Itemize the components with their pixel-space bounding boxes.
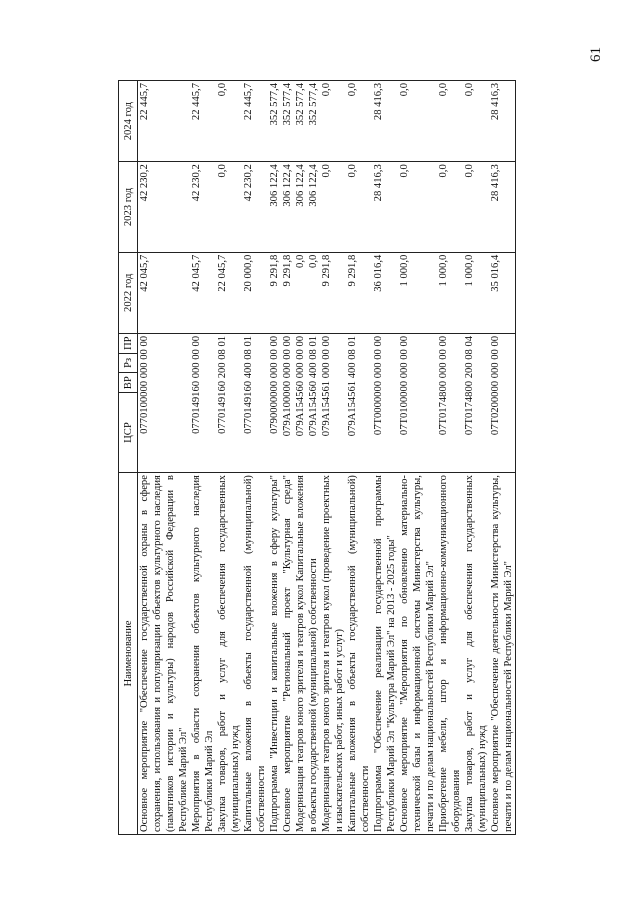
row-codes	[242, 333, 268, 472]
amount-y2023: 0,0	[347, 164, 358, 178]
row-name: Модернизация театров юного зрителя и театров кукол (проведение проектных и изыскательских работ, иных работ и услуг)	[320, 473, 346, 835]
row-name: Мероприятия в области сохранения объектов культурного наследия Республики Марий Эл	[190, 473, 216, 835]
header-rz: Рз	[119, 353, 138, 373]
row-code: 079А100000 000 00 00	[282, 335, 293, 437]
amount-y2023: 306 122,4	[308, 164, 319, 207]
row-code: 07Т0100000 000 00 00	[399, 335, 410, 436]
amount-y2022: 1 000,0	[399, 254, 410, 287]
row-y2023	[190, 162, 216, 252]
row-name: Капитальные вложения в объекты государственной (муниципальной) собственности	[346, 473, 372, 835]
amount-y2024: 22 445,7	[191, 83, 202, 121]
amount-y2024: 0,0	[399, 83, 410, 97]
row-codes	[463, 333, 489, 472]
header-pr: ПР	[119, 333, 138, 353]
row-y2023	[463, 162, 489, 252]
amount-y2022: 0,0	[295, 254, 306, 268]
header-csr: ЦСР	[119, 393, 138, 473]
amount-y2023: 0,0	[321, 164, 332, 178]
amount-y2022: 1 000,0	[464, 254, 475, 287]
row-name: Закупка товаров, работ и услуг для обеспечения государственных (муниципальных) нужд	[463, 473, 489, 835]
header-2024: 2024 год	[119, 81, 138, 162]
row-codes	[138, 333, 191, 472]
row-y2023	[437, 162, 463, 252]
header-name: Наименование	[119, 473, 138, 835]
table-row	[463, 81, 489, 835]
table-row	[138, 81, 191, 835]
row-y2023	[268, 162, 320, 252]
amount-y2023: 306 122,4	[269, 164, 280, 207]
table-row	[437, 81, 463, 835]
row-y2024	[268, 81, 320, 162]
row-y2022	[346, 252, 372, 333]
row-name: Основное мероприятие "Обеспечение государственной охраны в сфере сохранения, использования и популяризации объектов культурного наследия (памятников истории и культуры) народов Российской Федерации в Республике Марий Эл"	[138, 473, 191, 835]
amount-y2023: 28 416,3	[373, 164, 384, 202]
row-codes	[398, 333, 437, 472]
amount-y2023: 0,0	[399, 164, 410, 178]
row-y2024	[242, 81, 268, 162]
amount-y2024: 0,0	[347, 83, 358, 97]
amount-y2024: 352 577,4	[308, 83, 319, 126]
header-2023: 2023 год	[119, 162, 138, 252]
row-codes	[346, 333, 372, 472]
amount-y2024: 28 416,3	[373, 83, 384, 121]
row-y2023	[242, 162, 268, 252]
row-codes	[437, 333, 463, 472]
row-y2023	[372, 162, 398, 252]
row-y2024	[489, 81, 516, 162]
amount-y2022: 9 291,8	[282, 254, 293, 287]
table-row	[372, 81, 398, 835]
amount-y2022: 9 291,8	[321, 254, 332, 287]
row-code: 07Т0000000 000 00 00	[373, 335, 384, 436]
amount-y2024: 28 416,3	[490, 83, 501, 121]
row-code: 079А154560 400 08 01	[308, 335, 319, 437]
row-y2024	[372, 81, 398, 162]
amount-y2022: 9 291,8	[269, 254, 280, 287]
row-name: Приобретение мебели, штор и информационно-коммуникационного оборудования	[437, 473, 463, 835]
page-number: 61	[588, 47, 604, 62]
row-y2023	[138, 162, 191, 252]
table-row	[489, 81, 516, 835]
row-code: 07Т0174800 000 00 00	[438, 335, 449, 436]
amount-y2024: 0,0	[217, 83, 228, 97]
row-y2022	[268, 252, 320, 333]
row-y2024	[320, 81, 346, 162]
row-y2022	[242, 252, 268, 333]
budget-table	[118, 80, 516, 835]
row-name: Подпрограмма "Обеспечение реализации государственной программы Республики Марий Эл "Культура Марий Эл" на 2013 - 2025 годы"	[372, 473, 398, 835]
amount-y2022: 42 045,7	[139, 254, 150, 292]
row-code: 079А154560 000 00 00	[295, 335, 306, 437]
row-codes	[372, 333, 398, 472]
amount-y2022: 22 045,7	[217, 254, 228, 292]
amount-y2022: 42 045,7	[191, 254, 202, 292]
amount-y2024: 0,0	[464, 83, 475, 97]
header-row	[119, 81, 138, 835]
row-y2024	[346, 81, 372, 162]
row-name: Закупка товаров, работ и услуг для обеспечения государственных (муниципальных) нужд	[216, 473, 242, 835]
row-y2022	[437, 252, 463, 333]
row-y2022	[398, 252, 437, 333]
row-y2022	[190, 252, 216, 333]
row-y2022	[138, 252, 191, 333]
amount-y2022: 9 291,8	[347, 254, 358, 287]
amount-y2023: 42 230,2	[139, 164, 150, 202]
row-code: 0770149160 200 08 01	[217, 335, 228, 434]
row-code: 079А154561 400 08 01	[347, 335, 358, 437]
row-y2024	[190, 81, 216, 162]
row-name: Основное мероприятие "Обеспечение деятельности Министерства культуры, печати и по делам национальностей Республики Марий Эл"	[489, 473, 516, 835]
row-y2023	[489, 162, 516, 252]
amount-y2024: 22 445,7	[243, 83, 254, 121]
row-y2022	[320, 252, 346, 333]
table-row	[242, 81, 268, 835]
amount-y2023: 28 416,3	[490, 164, 501, 202]
row-code: 0790000000 000 00 00	[269, 335, 280, 434]
amount-y2023: 42 230,2	[191, 164, 202, 202]
row-code: 0770149160 400 08 01	[243, 335, 254, 434]
table-row	[216, 81, 242, 835]
header-vr: ВР	[119, 373, 138, 393]
row-y2022	[463, 252, 489, 333]
row-code: 0770100000 000 00 00	[139, 335, 150, 434]
table-row	[190, 81, 216, 835]
row-code: 07Т0174800 200 08 04	[464, 335, 475, 436]
table-row	[398, 81, 437, 835]
row-y2022	[489, 252, 516, 333]
row-y2024	[398, 81, 437, 162]
amount-y2024: 0,0	[438, 83, 449, 97]
row-name: Капитальные вложения в объекты государственной (муниципальной) собственности	[242, 473, 268, 835]
amount-y2022: 1 000,0	[438, 254, 449, 287]
row-y2023	[398, 162, 437, 252]
amount-y2024: 22 445,7	[139, 83, 150, 121]
amount-y2022: 35 016,4	[490, 254, 501, 292]
budget-table-container	[118, 80, 581, 835]
row-name: Основное мероприятие "Мероприятия по обновлению материально-технической базы и информационной системы Министерства культуры, печати и по делам национальностей Республики Марий Эл"	[398, 473, 437, 835]
row-y2022	[216, 252, 242, 333]
amount-y2024: 0,0	[321, 83, 332, 97]
row-y2024	[437, 81, 463, 162]
row-code: 07Т0200000 000 00 00	[490, 335, 501, 436]
amount-y2023: 0,0	[438, 164, 449, 178]
table-row	[346, 81, 372, 835]
table-row	[268, 81, 320, 835]
row-codes	[320, 333, 346, 472]
row-codes	[190, 333, 216, 472]
row-name: Подпрограмма "Инвестиции и капитальные вложения в сферу культуры" Основное мероприятие "Региональный проект "Культурная среда" Модернизация театров юного зрителя и театров кукол Капитальные вложения в объекты государственной (муниципальной) собственности	[268, 473, 320, 835]
amount-y2023: 306 122,4	[295, 164, 306, 207]
row-y2022	[372, 252, 398, 333]
table-row	[320, 81, 346, 835]
amount-y2022: 20 000,0	[243, 254, 254, 292]
table-body	[138, 81, 516, 835]
amount-y2024: 352 577,4	[295, 83, 306, 126]
row-code: 079А154561 000 00 00	[321, 335, 332, 437]
row-codes	[268, 333, 320, 472]
amount-y2023: 0,0	[217, 164, 228, 178]
amount-y2022: 36 016,4	[373, 254, 384, 292]
row-y2023	[346, 162, 372, 252]
header-2022: 2022 год	[119, 252, 138, 333]
row-codes	[216, 333, 242, 472]
row-codes	[489, 333, 516, 472]
amount-y2022: 0,0	[308, 254, 319, 268]
row-code: 0770149160 000 00 00	[191, 335, 202, 434]
amount-y2023: 0,0	[464, 164, 475, 178]
amount-y2024: 352 577,4	[269, 83, 280, 126]
amount-y2024: 352 577,4	[282, 83, 293, 126]
amount-y2023: 42 230,2	[243, 164, 254, 202]
row-y2023	[320, 162, 346, 252]
row-y2023	[216, 162, 242, 252]
amount-y2023: 306 122,4	[282, 164, 293, 207]
row-y2024	[138, 81, 191, 162]
row-y2024	[463, 81, 489, 162]
row-y2024	[216, 81, 242, 162]
